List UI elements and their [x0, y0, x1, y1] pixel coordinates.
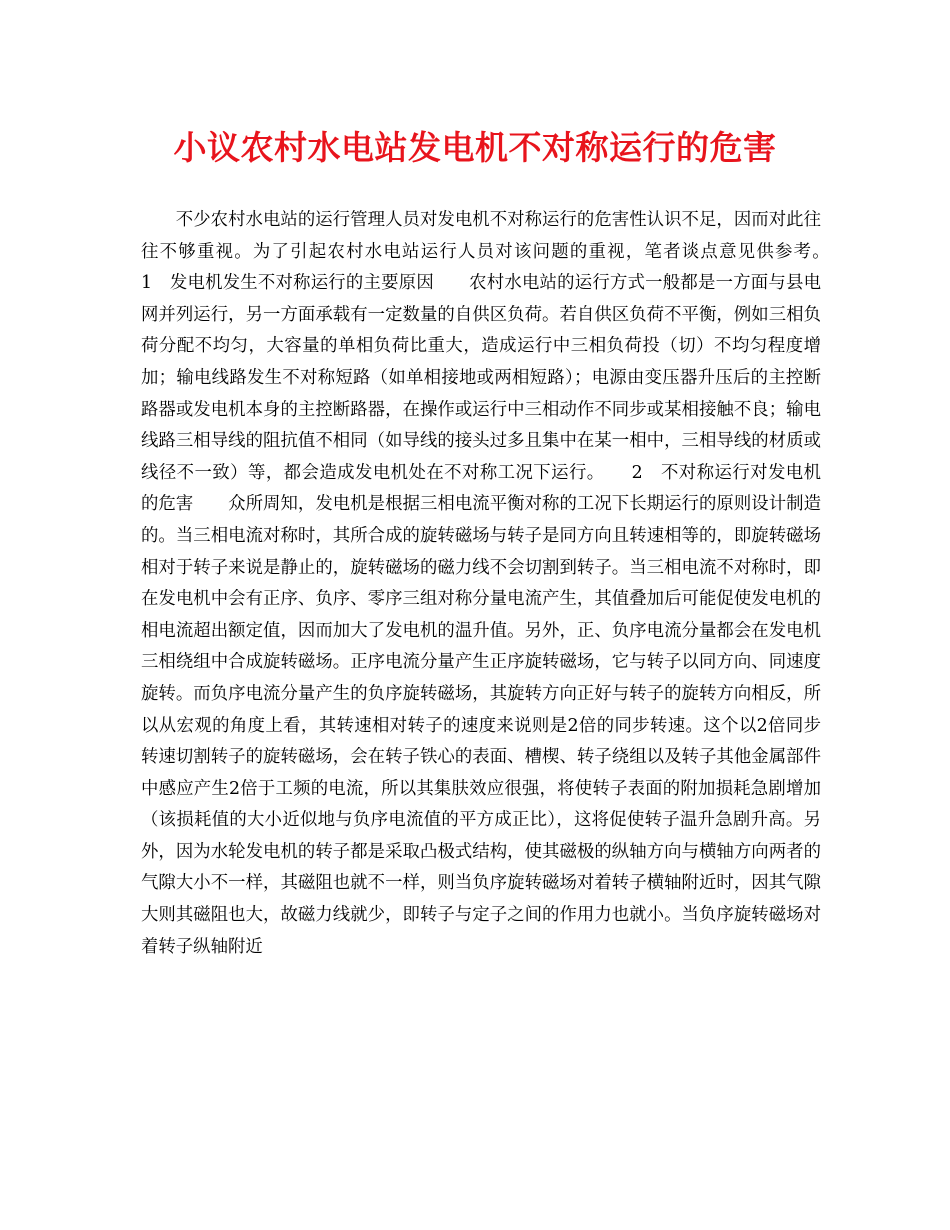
document-body-paragraph: 不少农村水电站的运行管理人员对发电机不对称运行的危害性认识不足，因而对此往往不够重视。为了引起农村水电站运行人员对该问题的重视，笔者谈点意见供参考。 1 发电机发生不对称运行的主要原因 农村水电站的运行方式一般都是一方面与县电网并列运行，另一方面承载有一定数量的自供区负荷。若自供区负荷不平衡，例如三相负荷分配不均匀，大容量的单相负荷比重大，造成运行中三相负荷投（切）不均匀程度增加；输电线路发生不对称短路（如单相接地或两相短路）；电源由变压器升压后的主控断路器或发电机本身的主控断路器，在操作或运行中三相动作不同步或某相接触不良；输电线路三相导线的阻抗值不相同（如导线的接头过多且集中在某一相中，三相导线的材质或线径不一致）等，都会造成发电机处在不对称工况下运行。 2 不对称运行对发电机的危害 众所周知，发电机是根据三相电流平衡对称的工况下长期运行的原则设计制造的。当三相电流对称时，其所合成的旋转磁场与转子是同方向且转速相等的，即旋转磁场相对于转子来说是静止的，旋转磁场的磁力线不会切割到转子。当三相电流不对称时，即在发电机中会有正序、负序、零序三组对称分量电流产生，其值叠加后可能促使发电机的相电流超出额定值，因而加大了发电机的温升值。另外，正、负序电流分量都会在发电机三相绕组中合成旋转磁场。正序电流分量产生正序旋转磁场，它与转子以同方向、同速度旋转。而负序电流分量产生的负序旋转磁场，其旋转方向正好与转子的旋转方向相反，所以从宏观的角度上看，其转速相对转子的速度来说则是2倍的同步转速。这个以2倍同步转速切割转子的旋转磁场，会在转子铁心的表面、槽楔、转子绕组以及转子其他金属部件中感应产生2倍于工频的电流，所以其集肤效应很强，将使转子表面的附加损耗急剧增加（该损耗值的大小近似地与负序电流值的平方成正比），这将促使转子温升急剧升高。另外，因为水轮发电机的转子都是采取凸极式结构，使其磁极的纵轴方向与横轴方向两者的气隙大小不一样，其磁阻也就不一样，则当负序旋转磁场对着转子横轴附近时，因其气隙大则其磁阻也大，故磁力线就少，即转子与定子之间的作用力也就小。当负序旋转磁场对着转子纵轴附近 [141, 210, 856, 957]
document-title: 小议农村水电站发电机不对称运行的危害 [173, 128, 777, 167]
